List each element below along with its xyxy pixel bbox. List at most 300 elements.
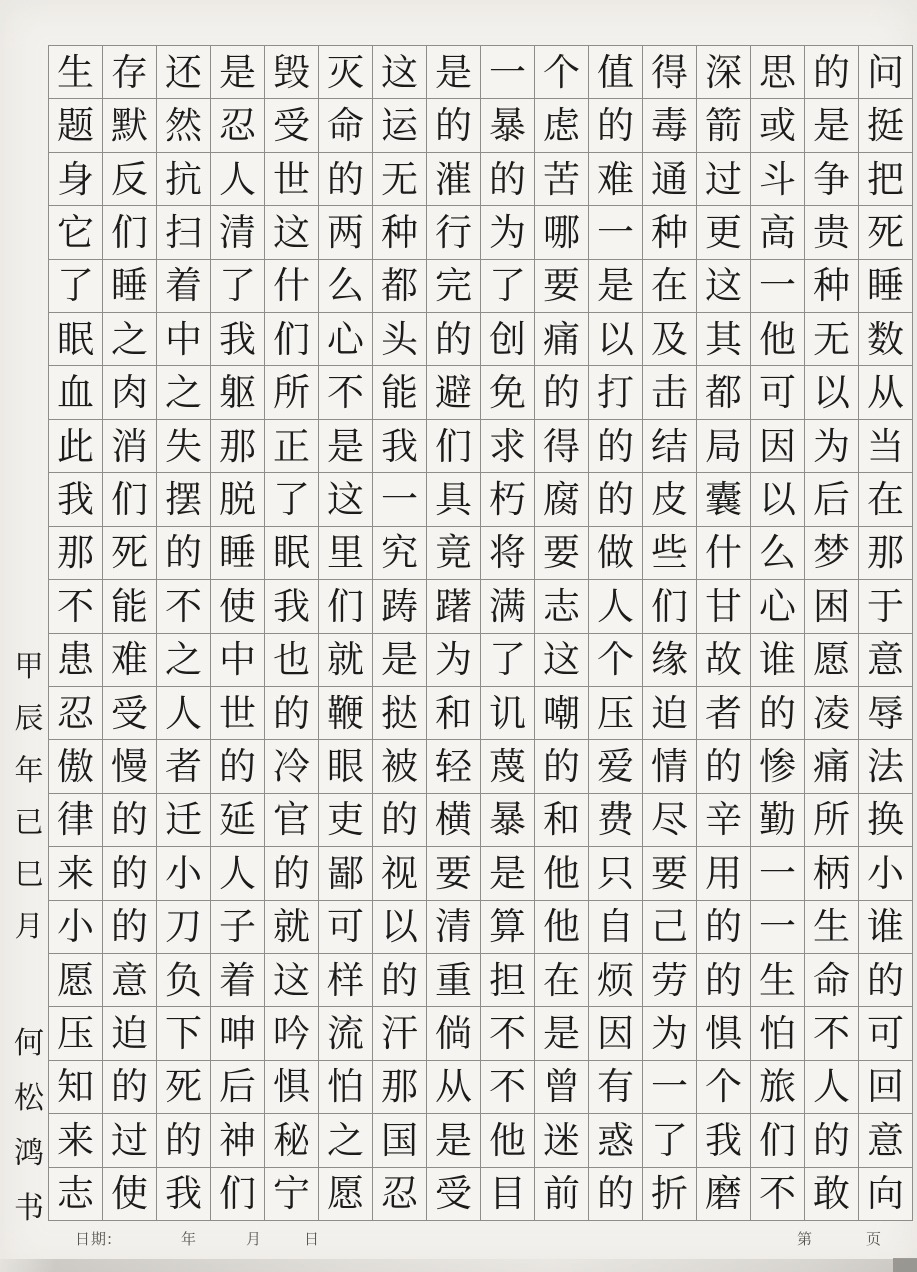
grid-cell: 朽 — [481, 473, 535, 526]
grid-cell: 躯 — [211, 366, 265, 419]
grid-cell: 过 — [103, 1114, 157, 1167]
grid-cell: 题 — [49, 99, 103, 152]
grid-cell: 避 — [427, 366, 481, 419]
grid-cell: 慢 — [103, 740, 157, 793]
grid-cell: 要 — [535, 260, 589, 313]
grid-cell: 种 — [643, 206, 697, 259]
grid-cell: 故 — [697, 634, 751, 687]
grid-cell: 肉 — [103, 366, 157, 419]
grid-cell: 因 — [589, 1007, 643, 1060]
grid-cell: 怕 — [751, 1007, 805, 1060]
margin-note-char: 何 — [14, 1026, 44, 1061]
grid-cell: 在 — [535, 954, 589, 1007]
footer-year-label: 年 — [181, 1230, 198, 1248]
grid-cell: 具 — [427, 473, 481, 526]
grid-cell: 深 — [697, 46, 751, 99]
grid-cell: 一 — [751, 847, 805, 900]
grid-cell: 眼 — [319, 740, 373, 793]
grid-cell: 个 — [697, 1061, 751, 1114]
grid-cell: 流 — [319, 1007, 373, 1060]
grid-cell: 倘 — [427, 1007, 481, 1060]
grid-cell: 因 — [751, 420, 805, 473]
grid-cell: 人 — [157, 687, 211, 740]
grid-cell: 一 — [589, 206, 643, 259]
grid-cell: 目 — [481, 1168, 535, 1221]
grid-cell: 此 — [49, 420, 103, 473]
grid-cell: 都 — [373, 260, 427, 313]
grid-cell: 死 — [103, 527, 157, 580]
grid-cell: 困 — [805, 580, 859, 633]
grid-cell: 皮 — [643, 473, 697, 526]
grid-cell: 费 — [589, 794, 643, 847]
grid-cell: 中 — [157, 313, 211, 366]
grid-cell: 惑 — [589, 1114, 643, 1167]
grid-cell: 的 — [589, 99, 643, 152]
grid-cell: 担 — [481, 954, 535, 1007]
grid-cell: 所 — [805, 794, 859, 847]
grid-cell: 的 — [157, 527, 211, 580]
grid-cell: 者 — [697, 687, 751, 740]
grid-cell: 患 — [49, 634, 103, 687]
grid-cell: 值 — [589, 46, 643, 99]
grid-cell: 下 — [157, 1007, 211, 1060]
grid-cell: 忍 — [211, 99, 265, 152]
grid-cell: 打 — [589, 366, 643, 419]
scan-shadow-strip — [0, 1259, 917, 1272]
grid-cell: 小 — [859, 847, 913, 900]
grid-cell: 这 — [373, 46, 427, 99]
grid-cell: 己 — [643, 901, 697, 954]
grid-cell: 从 — [427, 1061, 481, 1114]
grid-cell: 毁 — [265, 46, 319, 99]
grid-cell: 受 — [265, 99, 319, 152]
grid-cell: 愿 — [805, 634, 859, 687]
grid-cell: 苦 — [535, 153, 589, 206]
grid-cell: 得 — [535, 420, 589, 473]
grid-cell: 眠 — [49, 313, 103, 366]
grid-cell: 虑 — [535, 99, 589, 152]
grid-cell: 血 — [49, 366, 103, 419]
grid-cell: 吏 — [319, 794, 373, 847]
margin-note-char: 松 — [14, 1081, 44, 1116]
grid-cell: 汗 — [373, 1007, 427, 1060]
grid-cell: 官 — [265, 794, 319, 847]
grid-cell: 心 — [319, 313, 373, 366]
grid-cell: 的 — [535, 366, 589, 419]
grid-cell: 了 — [481, 634, 535, 687]
grid-cell: 要 — [427, 847, 481, 900]
grid-cell: 在 — [859, 473, 913, 526]
grid-cell: 或 — [751, 99, 805, 152]
margin-note-char: 年 — [14, 753, 44, 787]
grid-cell: 了 — [643, 1114, 697, 1167]
grid-cell: 腐 — [535, 473, 589, 526]
grid-cell: 我 — [265, 580, 319, 633]
grid-cell: 曾 — [535, 1061, 589, 1114]
grid-cell: 过 — [697, 153, 751, 206]
grid-cell: 其 — [697, 313, 751, 366]
grid-cell: 么 — [319, 260, 373, 313]
grid-cell: 他 — [751, 313, 805, 366]
grid-cell: 免 — [481, 366, 535, 419]
grid-cell: 我 — [157, 1168, 211, 1221]
grid-cell: 重 — [427, 954, 481, 1007]
grid-cell: 的 — [589, 420, 643, 473]
grid-cell: 一 — [751, 260, 805, 313]
grid-cell: 生 — [49, 46, 103, 99]
grid-cell: 了 — [211, 260, 265, 313]
grid-cell: 的 — [535, 740, 589, 793]
margin-note-char: 甲 — [14, 649, 44, 683]
grid-cell: 是 — [535, 1007, 589, 1060]
grid-cell: 子 — [211, 901, 265, 954]
grid-cell: 清 — [427, 901, 481, 954]
grid-cell: 压 — [49, 1007, 103, 1060]
grid-cell: 的 — [697, 901, 751, 954]
grid-cell: 们 — [103, 473, 157, 526]
grid-cell: 以 — [751, 473, 805, 526]
grid-cell: 做 — [589, 527, 643, 580]
grid-cell: 着 — [211, 954, 265, 1007]
grid-cell: 不 — [49, 580, 103, 633]
grid-cell: 所 — [265, 366, 319, 419]
grid-cell: 了 — [265, 473, 319, 526]
grid-cell: 以 — [373, 901, 427, 954]
margin-note-char: 已 — [14, 805, 44, 839]
grid-cell: 敢 — [805, 1168, 859, 1221]
grid-cell: 磨 — [697, 1168, 751, 1221]
grid-cell: 扫 — [157, 206, 211, 259]
grid-cell: 的 — [697, 740, 751, 793]
grid-cell: 迫 — [643, 687, 697, 740]
grid-cell: 人 — [211, 153, 265, 206]
footer-month-label: 月 — [246, 1230, 263, 1248]
grid-cell: 刀 — [157, 901, 211, 954]
grid-cell: 什 — [265, 260, 319, 313]
grid-cell: 们 — [211, 1168, 265, 1221]
grid-cell: 意 — [859, 1114, 913, 1167]
grid-cell: 运 — [373, 99, 427, 152]
grid-cell: 身 — [49, 153, 103, 206]
grid-cell: 神 — [211, 1114, 265, 1167]
grid-cell: 尽 — [643, 794, 697, 847]
grid-cell: 么 — [751, 527, 805, 580]
grid-cell: 是 — [589, 260, 643, 313]
grid-cell: 向 — [859, 1168, 913, 1221]
grid-cell: 可 — [319, 901, 373, 954]
grid-cell: 是 — [211, 46, 265, 99]
grid-cell: 的 — [805, 1114, 859, 1167]
grid-cell: 一 — [373, 473, 427, 526]
grid-cell: 不 — [319, 366, 373, 419]
grid-cell: 们 — [103, 206, 157, 259]
grid-cell: 暴 — [481, 99, 535, 152]
grid-cell: 些 — [643, 527, 697, 580]
grid-cell: 志 — [535, 580, 589, 633]
grid-cell: 惨 — [751, 740, 805, 793]
grid-cell: 难 — [589, 153, 643, 206]
grid-cell: 要 — [643, 847, 697, 900]
grid-cell: 是 — [427, 1114, 481, 1167]
grid-cell: 死 — [859, 206, 913, 259]
grid-cell: 都 — [697, 366, 751, 419]
grid-cell: 的 — [805, 46, 859, 99]
grid-cell: 的 — [427, 313, 481, 366]
grid-cell: 的 — [103, 847, 157, 900]
grid-cell: 惧 — [697, 1007, 751, 1060]
grid-cell: 的 — [589, 473, 643, 526]
grid-cell: 躇 — [427, 580, 481, 633]
grid-cell: 为 — [805, 420, 859, 473]
grid-cell: 换 — [859, 794, 913, 847]
grid-cell: 我 — [697, 1114, 751, 1167]
grid-cell: 然 — [157, 99, 211, 152]
grid-cell: 人 — [589, 580, 643, 633]
grid-cell: 能 — [103, 580, 157, 633]
grid-cell: 们 — [265, 313, 319, 366]
grid-cell: 使 — [103, 1168, 157, 1221]
grid-cell: 着 — [157, 260, 211, 313]
grid-cell: 劳 — [643, 954, 697, 1007]
grid-cell: 使 — [211, 580, 265, 633]
grid-cell: 世 — [265, 153, 319, 206]
grid-cell: 辛 — [697, 794, 751, 847]
grid-cell: 局 — [697, 420, 751, 473]
grid-cell: 讥 — [481, 687, 535, 740]
grid-cell: 把 — [859, 153, 913, 206]
grid-cell: 得 — [643, 46, 697, 99]
grid-cell: 存 — [103, 46, 157, 99]
grid-cell: 世 — [211, 687, 265, 740]
grid-cell: 于 — [859, 580, 913, 633]
grid-cell: 之 — [157, 634, 211, 687]
grid-cell: 就 — [265, 901, 319, 954]
grid-cell: 的 — [265, 847, 319, 900]
grid-cell: 它 — [49, 206, 103, 259]
grid-cell: 知 — [49, 1061, 103, 1114]
grid-cell: 愿 — [319, 1168, 373, 1221]
footer-page-suffix: 页 — [866, 1230, 883, 1248]
grid-cell: 睡 — [859, 260, 913, 313]
grid-cell: 旅 — [751, 1061, 805, 1114]
grid-cell: 竟 — [427, 527, 481, 580]
grid-cell: 无 — [373, 153, 427, 206]
grid-cell: 这 — [319, 473, 373, 526]
grid-cell: 辱 — [859, 687, 913, 740]
grid-cell: 这 — [265, 206, 319, 259]
grid-cell: 烦 — [589, 954, 643, 1007]
grid-cell: 踌 — [373, 580, 427, 633]
grid-cell: 来 — [49, 847, 103, 900]
grid-cell: 痛 — [535, 313, 589, 366]
grid-cell: 法 — [859, 740, 913, 793]
grid-cell: 是 — [319, 420, 373, 473]
grid-cell: 高 — [751, 206, 805, 259]
grid-cell: 争 — [805, 153, 859, 206]
grid-cell: 睡 — [103, 260, 157, 313]
grid-cell: 谁 — [751, 634, 805, 687]
footer-page-prefix: 第 — [797, 1230, 814, 1248]
footer-day-label: 日 — [304, 1230, 321, 1248]
grid-cell: 生 — [751, 954, 805, 1007]
grid-cell: 痛 — [805, 740, 859, 793]
grid-cell: 当 — [859, 420, 913, 473]
grid-cell: 有 — [589, 1061, 643, 1114]
grid-cell: 也 — [265, 634, 319, 687]
grid-cell: 满 — [481, 580, 535, 633]
grid-cell: 灭 — [319, 46, 373, 99]
grid-cell: 及 — [643, 313, 697, 366]
grid-cell: 缘 — [643, 634, 697, 687]
grid-cell: 人 — [211, 847, 265, 900]
grid-cell: 来 — [49, 1114, 103, 1167]
grid-cell: 者 — [157, 740, 211, 793]
grid-cell: 睡 — [211, 527, 265, 580]
character-grid — [48, 45, 913, 1221]
grid-cell: 谁 — [859, 901, 913, 954]
grid-cell: 思 — [751, 46, 805, 99]
grid-cell: 摆 — [157, 473, 211, 526]
grid-cell: 意 — [103, 954, 157, 1007]
grid-cell: 视 — [373, 847, 427, 900]
grid-cell: 前 — [535, 1168, 589, 1221]
grid-cell: 是 — [805, 99, 859, 152]
grid-cell: 的 — [427, 99, 481, 152]
grid-cell: 眠 — [265, 527, 319, 580]
footer-date-label: 日期: — [75, 1230, 114, 1248]
grid-cell: 两 — [319, 206, 373, 259]
grid-cell: 的 — [103, 901, 157, 954]
grid-cell: 这 — [697, 260, 751, 313]
margin-note-char: 书 — [14, 1191, 44, 1226]
grid-cell: 以 — [589, 313, 643, 366]
grid-cell: 们 — [319, 580, 373, 633]
grid-cell: 宁 — [265, 1168, 319, 1221]
grid-cell: 小 — [157, 847, 211, 900]
grid-cell: 消 — [103, 420, 157, 473]
margin-note-char: 巳 — [14, 857, 44, 891]
grid-cell: 心 — [751, 580, 805, 633]
grid-cell: 只 — [589, 847, 643, 900]
grid-cell: 中 — [211, 634, 265, 687]
grid-cell: 小 — [49, 901, 103, 954]
grid-cell: 轻 — [427, 740, 481, 793]
grid-cell: 吟 — [265, 1007, 319, 1060]
grid-cell: 鞭 — [319, 687, 373, 740]
grid-cell: 个 — [589, 634, 643, 687]
grid-cell: 和 — [535, 794, 589, 847]
grid-cell: 嘲 — [535, 687, 589, 740]
grid-cell: 不 — [481, 1007, 535, 1060]
grid-cell: 生 — [805, 901, 859, 954]
grid-cell: 在 — [643, 260, 697, 313]
grid-cell: 挞 — [373, 687, 427, 740]
grid-cell: 漼 — [427, 153, 481, 206]
grid-cell: 回 — [859, 1061, 913, 1114]
grid-cell: 脱 — [211, 473, 265, 526]
grid-cell: 们 — [643, 580, 697, 633]
grid-cell: 迷 — [535, 1114, 589, 1167]
grid-cell: 的 — [319, 153, 373, 206]
grid-cell: 愿 — [49, 954, 103, 1007]
grid-cell: 自 — [589, 901, 643, 954]
grid-cell: 迫 — [103, 1007, 157, 1060]
grid-cell: 柄 — [805, 847, 859, 900]
grid-cell: 问 — [859, 46, 913, 99]
grid-cell: 那 — [49, 527, 103, 580]
margin-signature-note — [10, 1016, 48, 1236]
margin-note-char: 月 — [14, 909, 44, 943]
grid-cell: 能 — [373, 366, 427, 419]
grid-cell: 是 — [373, 634, 427, 687]
grid-cell: 勤 — [751, 794, 805, 847]
grid-cell: 这 — [265, 954, 319, 1007]
grid-cell: 们 — [427, 420, 481, 473]
grid-cell: 的 — [481, 153, 535, 206]
grid-cell: 后 — [211, 1061, 265, 1114]
grid-cell: 什 — [697, 527, 751, 580]
grid-cell: 之 — [319, 1114, 373, 1167]
grid-cell: 的 — [211, 740, 265, 793]
grid-cell: 为 — [481, 206, 535, 259]
grid-cell: 不 — [751, 1168, 805, 1221]
grid-cell: 可 — [859, 1007, 913, 1060]
grid-cell: 意 — [859, 634, 913, 687]
grid-cell: 的 — [265, 687, 319, 740]
grid-cell: 贵 — [805, 206, 859, 259]
grid-cell: 一 — [481, 46, 535, 99]
grid-cell: 是 — [427, 46, 481, 99]
grid-cell: 命 — [319, 99, 373, 152]
grid-cell: 怕 — [319, 1061, 373, 1114]
grid-cell: 秘 — [265, 1114, 319, 1167]
grid-cell: 从 — [859, 366, 913, 419]
grid-cell: 将 — [481, 527, 535, 580]
grid-cell: 他 — [535, 901, 589, 954]
grid-cell: 种 — [373, 206, 427, 259]
grid-cell: 律 — [49, 794, 103, 847]
grid-cell: 一 — [751, 901, 805, 954]
grid-cell: 惧 — [265, 1061, 319, 1114]
grid-cell: 被 — [373, 740, 427, 793]
grid-cell: 我 — [49, 473, 103, 526]
grid-cell: 创 — [481, 313, 535, 366]
grid-cell: 横 — [427, 794, 481, 847]
grid-cell: 哪 — [535, 206, 589, 259]
grid-cell: 可 — [751, 366, 805, 419]
grid-cell: 更 — [697, 206, 751, 259]
grid-cell: 们 — [751, 1114, 805, 1167]
grid-cell: 种 — [805, 260, 859, 313]
grid-cell: 死 — [157, 1061, 211, 1114]
grid-cell: 结 — [643, 420, 697, 473]
grid-cell: 情 — [643, 740, 697, 793]
grid-cell: 斗 — [751, 153, 805, 206]
grid-cell: 求 — [481, 420, 535, 473]
margin-date-note — [10, 640, 48, 952]
grid-cell: 压 — [589, 687, 643, 740]
grid-cell: 的 — [589, 1168, 643, 1221]
grid-cell: 迁 — [157, 794, 211, 847]
grid-cell: 梦 — [805, 527, 859, 580]
grid-cell: 清 — [211, 206, 265, 259]
grid-cell: 头 — [373, 313, 427, 366]
grid-cell: 里 — [319, 527, 373, 580]
grid-cell: 忍 — [49, 687, 103, 740]
grid-cell: 通 — [643, 153, 697, 206]
grid-cell: 为 — [643, 1007, 697, 1060]
grid-cell: 的 — [103, 1061, 157, 1114]
